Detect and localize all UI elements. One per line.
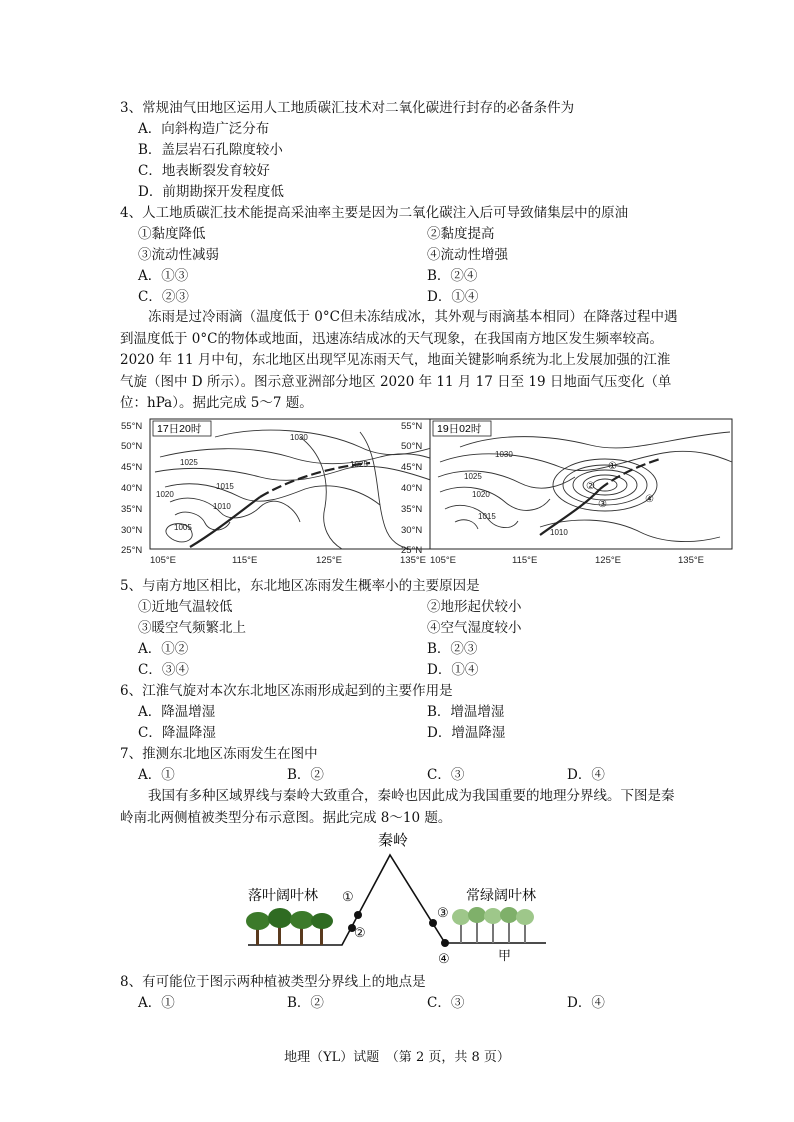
q7-option-d: D．④	[567, 767, 605, 783]
isobar-label: 1030	[290, 433, 308, 442]
q6-stem: 6、江淮气旋对本次东北地区冻雨形成起到的主要作用是	[120, 683, 453, 699]
q7-option-c: C．③	[427, 767, 465, 783]
evergreen-forest-label: 常绿阔叶林	[466, 888, 536, 904]
page-footer: 地理（YL）试题 （第 2 页，共 8 页）	[284, 1050, 510, 1065]
point-3-label: ③	[437, 906, 449, 921]
map-time-label: 19日02时	[437, 423, 482, 435]
q4-item-2: ②黏度提高	[427, 226, 495, 242]
isobar-label: 1020	[156, 490, 174, 499]
q7-option-b: B．②	[287, 767, 324, 783]
q5-item-3: ③暖空气频繁北上	[138, 620, 246, 636]
q5-stem: 5、与南方地区相比，东北地区冻雨发生概率小的主要原因是	[120, 578, 480, 594]
q4-option-a: A．①③	[138, 268, 189, 284]
q4-option-c: C．②③	[138, 289, 189, 305]
isobar-label: 1015	[216, 482, 234, 491]
q5-item-1: ①近地气温较低	[138, 599, 233, 615]
q3-option-b: B．盖层岩石孔隙度较小	[138, 142, 283, 158]
pressure-map-19th	[400, 417, 736, 565]
q5-option-a: A．①②	[138, 641, 189, 657]
q8-option-c: C．③	[427, 995, 465, 1011]
point-4-label: ④	[438, 952, 450, 967]
lon-label: 125°E	[316, 555, 342, 565]
q5-option-c: C．③④	[138, 662, 189, 678]
q3-option-a: A．向斜构造广泛分布	[138, 121, 270, 137]
lat-label: 35°N	[401, 504, 423, 515]
lat-label: 25°N	[401, 545, 423, 556]
q6-option-b: B．增温增湿	[427, 704, 505, 720]
peak-label: 秦岭	[378, 831, 409, 849]
point-2-label: ②	[354, 926, 366, 941]
lon-label: 115°E	[232, 555, 258, 565]
q7-stem: 7、推测东北地区冻雨发生在图中	[120, 746, 318, 762]
lon-label: 115°E	[512, 555, 538, 565]
q3-option-c: C．地表断裂发育较好	[138, 163, 270, 179]
lat-label: 45°N	[401, 462, 423, 473]
lon-label: 125°E	[595, 555, 621, 565]
q4-item-3: ③流动性减弱	[138, 247, 219, 263]
place-label: 甲	[498, 949, 512, 964]
q4-item-1: ①黏度降低	[138, 226, 206, 242]
isobar-label: 1030	[495, 450, 513, 459]
map-point-4: ④	[645, 494, 654, 505]
q5-option-d: D．①④	[427, 662, 479, 678]
isobar-label: 1015	[478, 512, 496, 521]
lat-label: 30°N	[121, 525, 143, 536]
isobar-label: 1010	[213, 502, 231, 511]
map-time-label: 17日20时	[157, 423, 202, 435]
lat-label: 55°N	[121, 421, 143, 432]
isobar-label: 1025	[350, 460, 368, 469]
q8-option-d: D．④	[567, 995, 605, 1011]
q8-option-b: B．②	[287, 995, 324, 1011]
q6-option-d: D．增温降湿	[427, 725, 506, 741]
lat-label: 50°N	[401, 441, 423, 452]
lon-label: 135°E	[400, 555, 426, 565]
q5-item-4: ④空气湿度较小	[427, 620, 522, 636]
isobar-label: 1025	[464, 472, 482, 481]
lat-label: 40°N	[401, 483, 423, 494]
isobar-label: 1010	[550, 528, 568, 537]
deciduous-forest-label: 落叶阔叶林	[248, 888, 318, 904]
q4-option-b: B．②④	[427, 268, 478, 284]
lon-label: 135°E	[678, 555, 704, 565]
map-point-1: ①	[608, 461, 617, 472]
lat-label: 45°N	[121, 462, 143, 473]
map-point-2: ②	[586, 481, 595, 492]
isobar-label: 1005	[174, 523, 192, 532]
point-4-dot	[441, 939, 449, 947]
q3-stem: 3、常规油气田地区运用人工地质碳汇技术对二氧化碳进行封存的必备条件为	[120, 100, 575, 116]
q6-option-a: A．降温增湿	[138, 704, 216, 720]
q7-option-a: A．①	[138, 767, 175, 783]
point-1-dot	[354, 911, 362, 919]
lat-label: 30°N	[401, 525, 423, 536]
lat-label: 25°N	[121, 545, 143, 556]
lat-label: 50°N	[121, 441, 143, 452]
qinling-vegetation-diagram	[240, 825, 560, 970]
isobar-label: 1025	[180, 458, 198, 467]
q4-item-4: ④流动性增强	[427, 247, 508, 263]
isobar-label: 1020	[472, 490, 490, 499]
q8-stem: 8、有可能位于图示两种植被类型分界线上的地点是	[120, 974, 426, 990]
deciduous-trees	[246, 908, 333, 945]
q6-option-c: C．降温降湿	[138, 725, 216, 741]
lat-label: 40°N	[121, 483, 143, 494]
q4-stem: 4、人工地质碳汇技术能提高采油率主要是因为二氧化碳注入后可导致储集层中的原油	[120, 205, 629, 221]
lon-label: 105°E	[150, 555, 176, 565]
q4-option-d: D．①④	[427, 289, 479, 305]
passage-qinling: 我国有多种区域界线与秦岭大致重合，秦岭也因此成为我国重要的地理分界线。下图是秦岭南北两侧植被类型分布示意图。据此完成 8～10 题。	[120, 788, 675, 826]
q5-option-b: B．②③	[427, 641, 478, 657]
point-3-dot	[429, 919, 437, 927]
lat-label: 55°N	[401, 421, 423, 432]
q8-option-a: A．①	[138, 995, 175, 1011]
lon-label: 105°E	[430, 555, 456, 565]
passage-freezing-rain: 冻雨是过冷雨滴（温度低于 0°C但未冻结成冰，其外观与雨滴基本相同）在降落过程中遇到温度低于 0°C的物体或地面，迅速冻结成冰的天气现象，在我国南方地区发生频率较高。2020 年 11 月中旬，东北地区出现罕见冻雨天气，地面关键影响系统为北上发展加强的江淮气旋（图中 D 所示）。图示意亚洲部分地区 2020 年 11 月 17 日至 19 日地面气压变化（单位：hPa）。据此完成 5～7 题。	[120, 309, 678, 411]
point-1-label: ①	[342, 890, 354, 905]
lat-label: 35°N	[121, 504, 143, 515]
q3-option-d: D．前期勘探开发程度低	[138, 184, 284, 200]
map-point-3: ③	[598, 499, 607, 510]
q5-item-2: ②地形起伏较小	[427, 599, 522, 615]
evergreen-trees	[452, 907, 534, 943]
